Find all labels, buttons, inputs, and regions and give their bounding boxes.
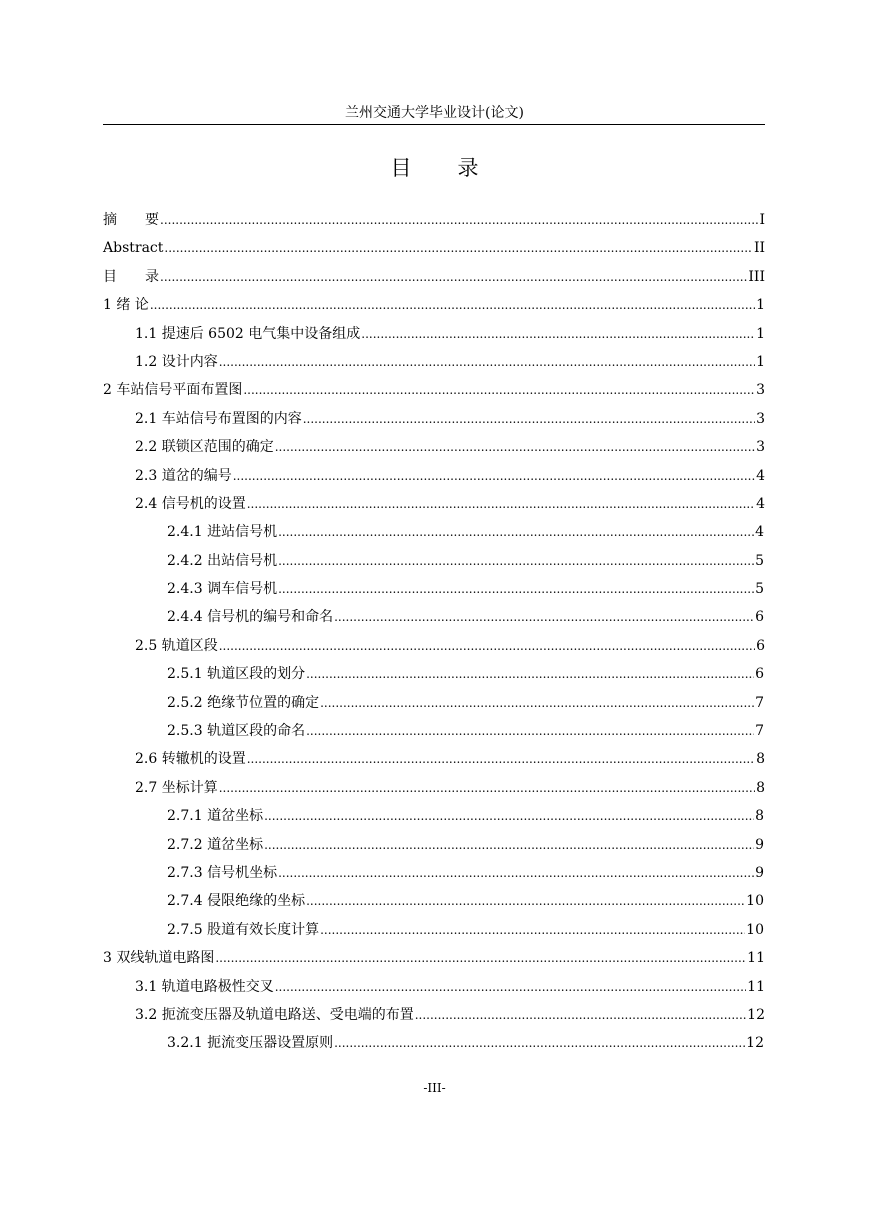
toc-entry-page: 4 xyxy=(756,495,765,512)
toc-leader-dots xyxy=(150,291,755,319)
toc-entry-page: 8 xyxy=(755,808,764,825)
toc-entry[interactable] xyxy=(103,887,765,915)
toc-leader-dots xyxy=(247,490,755,518)
toc-leader-dots xyxy=(164,234,753,262)
toc-entry-page: 9 xyxy=(755,836,764,853)
toc-entry-label: 2.4.4 信号机的编号和命名 xyxy=(167,609,334,626)
toc-entry-label: 1.1 提速后 6502 电气集中设备组成 xyxy=(135,325,361,342)
toc-leader-dots xyxy=(264,831,754,859)
header-divider xyxy=(103,124,765,125)
toc-entry[interactable] xyxy=(103,433,765,461)
toc-entry-page: 6 xyxy=(755,609,764,626)
toc-leader-dots xyxy=(243,376,755,404)
toc-entry-page: 3 xyxy=(756,382,765,399)
toc-entry-label: 2.4.2 出站信号机 xyxy=(167,552,278,569)
toc-entry-page: 7 xyxy=(755,694,764,711)
toc-entry-page: 1 xyxy=(756,297,765,314)
toc-entry-page: 3 xyxy=(756,410,765,427)
toc-entry-page: I xyxy=(759,212,765,228)
toc-leader-dots xyxy=(278,547,754,575)
toc-entry-label: 2.7.2 道岔坐标 xyxy=(167,836,264,853)
page-number: -III- xyxy=(423,1081,446,1095)
toc-entry-page: III xyxy=(748,268,765,285)
toc-leader-dots xyxy=(219,632,755,660)
toc-leader-dots xyxy=(233,462,755,490)
toc-entry-page: 5 xyxy=(755,552,764,569)
toc-leader-dots xyxy=(275,433,755,461)
toc-leader-dots xyxy=(320,689,754,717)
toc-entry[interactable] xyxy=(103,405,765,433)
toc-entry-page: 8 xyxy=(756,751,765,768)
toc-entry-page: 12 xyxy=(746,1035,764,1052)
toc-entry[interactable] xyxy=(103,263,765,291)
toc-leader-dots xyxy=(247,745,755,773)
toc-entry-page: 1 xyxy=(756,353,765,370)
toc-entry[interactable] xyxy=(103,831,765,859)
toc-entry-page: 8 xyxy=(756,779,765,796)
toc-entry-label: 2.4.3 调车信号机 xyxy=(167,581,278,598)
toc-entry-label: 2.4 信号机的设置 xyxy=(135,495,246,512)
toc-entry[interactable] xyxy=(103,291,765,319)
toc-entry-page: 3 xyxy=(756,439,765,456)
toc-entry[interactable] xyxy=(103,320,765,348)
toc-entry-label: 2.7.1 道岔坐标 xyxy=(167,808,264,825)
toc-entry-label: 2.5.2 绝缘节位置的确定 xyxy=(167,694,320,711)
toc-entry-label: 2.7.3 信号机坐标 xyxy=(167,864,278,881)
toc-entry-label: 摘 要 xyxy=(103,212,159,228)
toc-leader-dots xyxy=(275,973,746,1001)
toc-entry-label: 3.1 轨道电路极性交叉 xyxy=(135,978,274,995)
toc-entry-page: 11 xyxy=(747,950,765,967)
toc-entry-page: 4 xyxy=(756,467,765,484)
toc-entry-label: 2.7.4 侵限绝缘的坐标 xyxy=(167,893,306,910)
toc-entry-label: Abstract xyxy=(103,240,164,257)
toc-entry[interactable] xyxy=(103,745,765,773)
toc-entry[interactable] xyxy=(103,376,765,404)
toc-entry[interactable] xyxy=(103,717,765,745)
toc-entry[interactable] xyxy=(103,1001,765,1029)
toc-entry-page: 11 xyxy=(747,978,765,995)
toc-leader-dots xyxy=(306,887,745,915)
toc-leader-dots xyxy=(278,859,754,887)
toc-entry-page: 9 xyxy=(755,864,764,881)
toc-entry-page: 5 xyxy=(755,581,764,598)
toc-leader-dots xyxy=(334,1029,745,1057)
toc-entry-label: 3.2.1 扼流变压器设置原则 xyxy=(167,1035,334,1052)
table-of-contents xyxy=(103,206,765,1058)
toc-entry[interactable] xyxy=(103,973,765,1001)
toc-leader-dots xyxy=(160,263,747,291)
toc-entry-label: 3.2 扼流变压器及轨道电路送、受电端的布置 xyxy=(135,1006,414,1023)
toc-entry-page: 10 xyxy=(746,893,764,910)
toc-entry[interactable] xyxy=(103,348,765,376)
toc-entry[interactable] xyxy=(103,632,765,660)
toc-leader-dots xyxy=(334,603,754,631)
toc-entry-page: 4 xyxy=(755,524,764,541)
toc-entry-label: 2.2 联锁区范围的确定 xyxy=(135,439,274,456)
toc-entry[interactable] xyxy=(103,944,765,972)
toc-entry[interactable] xyxy=(103,206,765,234)
toc-leader-dots xyxy=(278,575,754,603)
running-header-title: 兰州交通大学毕业设计(论文) xyxy=(345,105,524,121)
toc-entry[interactable] xyxy=(103,603,765,631)
toc-entry-label: 2 车站信号平面布置图 xyxy=(103,382,243,399)
toc-entry-page: 10 xyxy=(746,921,764,938)
toc-entry[interactable] xyxy=(103,234,765,262)
toc-entry[interactable] xyxy=(103,575,765,603)
toc-entry-label: 2.5 轨道区段 xyxy=(135,637,218,654)
toc-entry-page: 1 xyxy=(756,325,765,342)
toc-leader-dots xyxy=(219,774,755,802)
toc-entry-label: 2.1 车站信号布置图的内容 xyxy=(135,410,302,427)
toc-entry-label: 2.7.5 股道有效长度计算 xyxy=(167,921,320,938)
toc-entry-page: 12 xyxy=(747,1006,765,1023)
toc-leader-dots xyxy=(303,405,755,433)
toc-entry-page: 6 xyxy=(755,666,764,683)
toc-leader-dots xyxy=(278,518,754,546)
toc-entry-page: 6 xyxy=(756,637,765,654)
toc-entry-page: II xyxy=(753,240,765,257)
toc-entry[interactable] xyxy=(103,689,765,717)
toc-entry[interactable] xyxy=(103,547,765,575)
toc-entry-label: 目 录 xyxy=(103,268,159,285)
toc-heading: 目录 xyxy=(390,156,525,180)
toc-entry-label: 2.5.3 轨道区段的命名 xyxy=(167,723,306,740)
toc-leader-dots xyxy=(219,348,755,376)
toc-entry-label: 2.4.1 进站信号机 xyxy=(167,524,278,541)
toc-entry-label: 2.7 坐标计算 xyxy=(135,779,218,796)
toc-entry-label: 2.5.1 轨道区段的划分 xyxy=(167,666,306,683)
toc-leader-dots xyxy=(264,802,754,830)
toc-entry[interactable] xyxy=(103,774,765,802)
toc-leader-dots xyxy=(415,1001,746,1029)
toc-entry-label: 3 双线轨道电路图 xyxy=(103,950,215,967)
toc-entry-label: 2.3 道岔的编号 xyxy=(135,467,232,484)
toc-entry-page: 7 xyxy=(755,723,764,740)
toc-entry[interactable] xyxy=(103,1029,765,1057)
toc-entry[interactable] xyxy=(103,518,765,546)
toc-entry[interactable] xyxy=(103,490,765,518)
toc-entry-label: 1.2 设计内容 xyxy=(135,353,218,370)
toc-entry[interactable] xyxy=(103,462,765,490)
toc-entry-label: 2.6 转辙机的设置 xyxy=(135,751,246,768)
toc-leader-dots xyxy=(320,916,745,944)
toc-entry[interactable] xyxy=(103,859,765,887)
toc-leader-dots xyxy=(306,717,754,745)
toc-leader-dots xyxy=(215,944,746,972)
toc-leader-dots xyxy=(306,660,754,688)
toc-entry-label: 1 绪 论 xyxy=(103,297,149,314)
toc-leader-dots xyxy=(160,206,758,234)
toc-entry[interactable] xyxy=(103,660,765,688)
toc-leader-dots xyxy=(361,320,755,348)
toc-entry[interactable] xyxy=(103,916,765,944)
toc-entry[interactable] xyxy=(103,802,765,830)
